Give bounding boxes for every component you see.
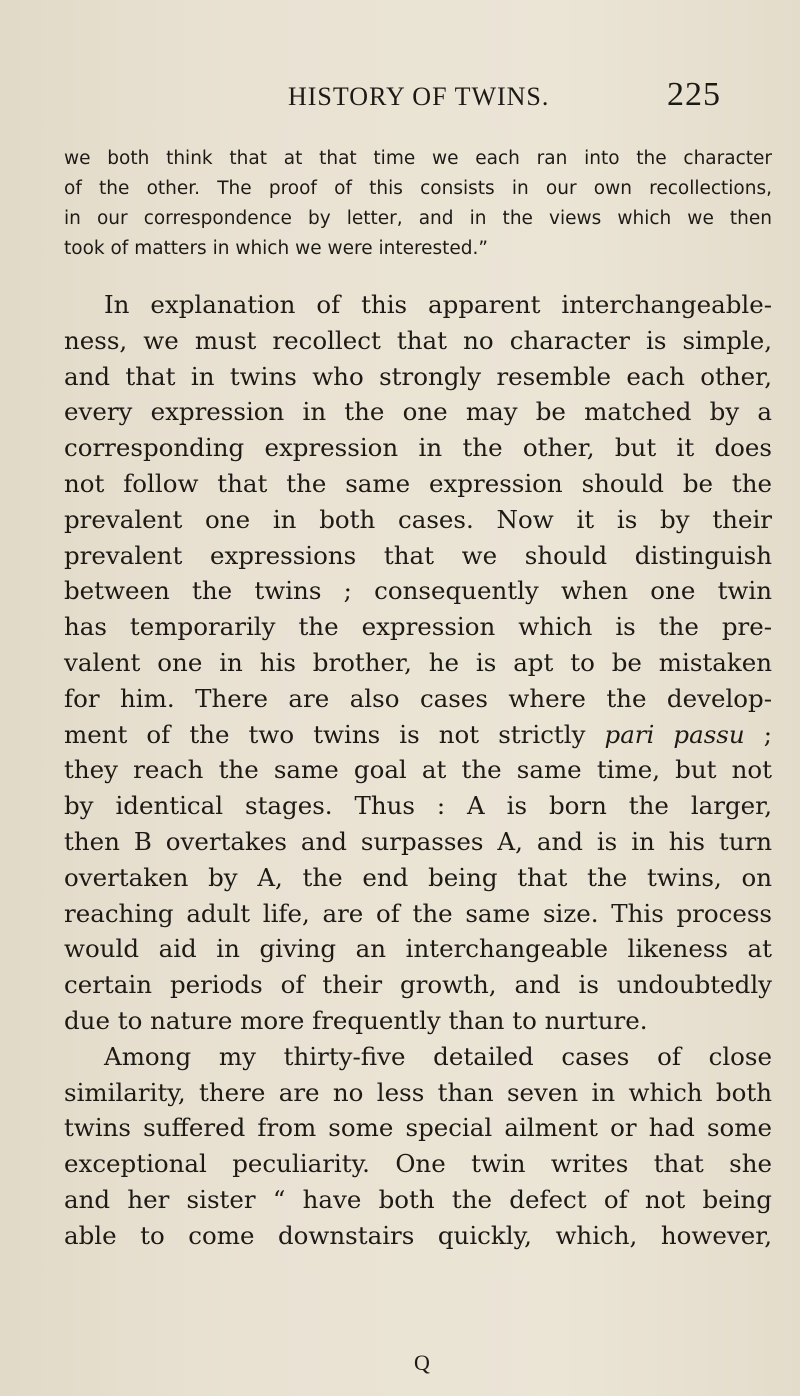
paragraph-first-line: Among my thirty-five detailed cases of close [104, 1041, 772, 1071]
body-line: would aid in giving an interchangeable likeness at [64, 934, 772, 964]
paragraph-first-line: In explanation of this apparent interchangeable- [104, 290, 772, 319]
body-line: exceptional peculiarity. One twin writes that she [64, 1149, 772, 1179]
body-line: and her sister “ have both the defect of not being [64, 1184, 772, 1214]
quote-line: of the other. The proof of this consists in our own recollections, [64, 178, 772, 199]
body-line: and that in twins who strongly resemble each other, [64, 361, 772, 391]
page-number: 225 [667, 76, 721, 113]
body-line: not follow that the same expression should be the [64, 468, 772, 498]
body-line: by identical stages. Thus : A is born the larger, [64, 791, 772, 821]
quote-line: took of matters in which we were interested.” [64, 238, 489, 259]
paragraph-last-line: due to nature more frequently than to nurture. [64, 1005, 648, 1035]
running-head [0, 76, 800, 118]
running-title: HISTORY OF TWINS. [288, 82, 550, 111]
signature-mark: Q [414, 1350, 430, 1375]
body-line: reaching adult life, are of the same size. This process [64, 898, 772, 928]
body-line: between the twins ; consequently when one twin [64, 576, 772, 606]
italic-phrase: pari passu [604, 719, 745, 749]
body-line: certain periods of their growth, and is undoubtedly [64, 970, 772, 1000]
body-line: prevalent expressions that we should distinguish [64, 540, 772, 570]
body-line: every expression in the one may be matched by a [64, 397, 772, 427]
quote-line: we both think that at that time we each ran into the character [64, 148, 772, 169]
text-after-italic: ; [744, 719, 772, 749]
body-line: has temporarily the expression which is the pre- [64, 612, 772, 642]
body-line: corresponding expression in the other, but it does [64, 433, 772, 463]
body-line: similarity, there are no less than seven in which both [64, 1077, 772, 1107]
body-line: able to come downstairs quickly, which, however, [64, 1220, 772, 1250]
body-line: for him. There are also cases where the develop- [64, 683, 772, 713]
body-line: they reach the same goal at the same time, but not [64, 755, 772, 785]
body-line: overtaken by A, the end being that the twins, on [64, 862, 772, 892]
body-line: twins suffered from some special ailment or had some [64, 1113, 772, 1143]
body-line-italic-phrase [64, 717, 772, 753]
body-line: then B overtakes and surpasses A, and is in his turn [64, 826, 772, 856]
body-line: prevalent one in both cases. Now it is by their [64, 504, 772, 534]
body-line: valent one in his brother, he is apt to be mistaken [64, 647, 772, 677]
body-line: ness, we must recollect that no character is simple, [64, 325, 772, 355]
quoted-passage [64, 144, 772, 264]
quote-line: in our correspondence by letter, and in the views which we then [64, 208, 772, 229]
text-before-italic: ment of the two twins is not strictly [64, 719, 605, 749]
body-text [64, 287, 772, 1254]
